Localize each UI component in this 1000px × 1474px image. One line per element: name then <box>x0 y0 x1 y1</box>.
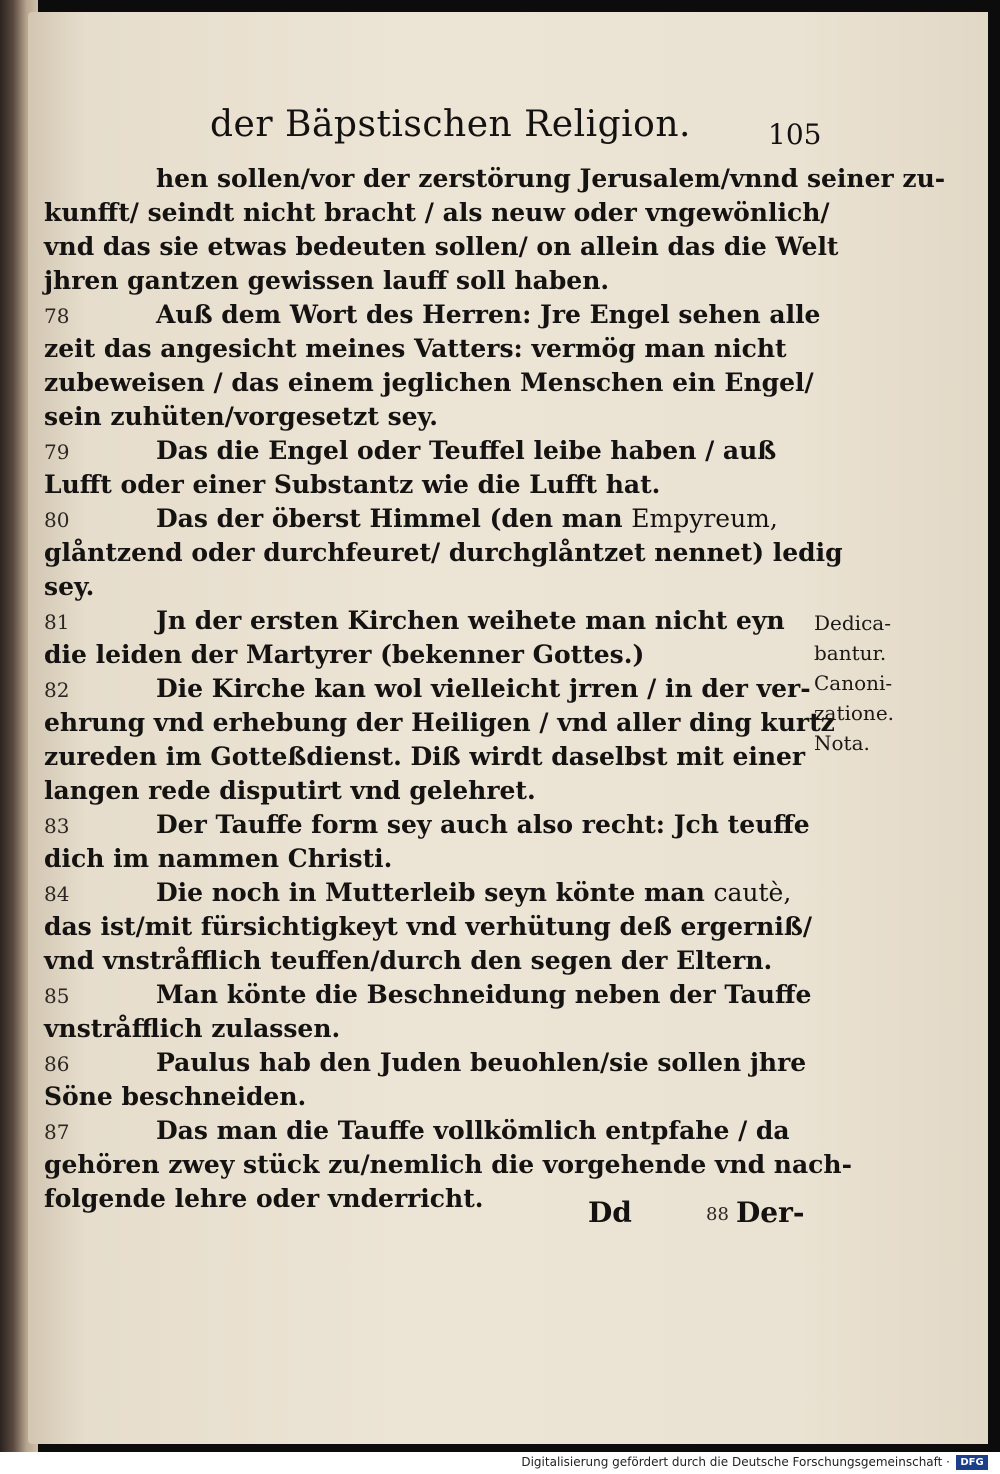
text-line <box>44 1148 852 1182</box>
text-line <box>44 196 830 230</box>
text-line <box>44 672 819 706</box>
text-line <box>44 264 819 298</box>
article-number: 79 <box>44 440 70 464</box>
text-line <box>44 162 946 196</box>
text-line <box>44 740 819 774</box>
text-line <box>44 1114 819 1148</box>
text-line <box>44 366 819 400</box>
line-text: Auß dem Wort des Herren: Jre Engel sehen alle <box>156 300 821 329</box>
line-text: Das man die Tauffe vollkömlich entpfahe / da <box>156 1116 790 1145</box>
dfg-logo-icon: DFG <box>956 1455 988 1470</box>
running-head <box>0 104 1000 154</box>
margin-note: bantur. <box>814 641 887 665</box>
text-line <box>44 434 819 468</box>
latin-term: Empyreum, <box>631 504 778 533</box>
article-number: 83 <box>44 814 70 838</box>
text-line <box>44 502 819 536</box>
text-line <box>44 638 819 672</box>
attribution-bar <box>0 1452 1000 1474</box>
article-number: 81 <box>44 610 70 634</box>
line-text: Lufft oder einer Substantz wie die Lufft hat. <box>44 470 661 499</box>
line-text: gehören zwey stück zu/nemlich die vorgehende vnd nach- <box>44 1150 852 1179</box>
line-text: Söne beschneiden. <box>44 1082 307 1111</box>
text-line <box>44 298 819 332</box>
article-number: 84 <box>44 882 70 906</box>
line-text: ehrung vnd erhebung der Heiligen / vnd aller ding kurtz <box>44 708 835 737</box>
margin-note: Nota. <box>814 731 870 755</box>
page-number: 105 <box>768 118 822 151</box>
line-text: Paulus hab den Juden beuohlen/sie sollen jhre <box>156 1048 807 1077</box>
article-number: 80 <box>44 508 70 532</box>
line-text: langen rede disputirt vnd gelehret. <box>44 776 536 805</box>
line-text: vnd das sie etwas bedeuten sollen/ on allein das die Welt <box>44 232 839 261</box>
signature-mark: Dd <box>588 1196 632 1229</box>
text-line <box>44 978 819 1012</box>
text-line <box>44 400 819 434</box>
article-number: 82 <box>44 678 70 702</box>
line-text: dich im nammen Christi. <box>44 844 393 873</box>
text-line <box>44 706 835 740</box>
line-text: zubeweisen / das einem jeglichen Menschen ein Engel/ <box>44 368 814 397</box>
latin-term: cautè, <box>713 878 792 907</box>
text-line <box>44 1012 819 1046</box>
line-text: Jn der ersten Kirchen weihete man nicht eyn <box>156 606 785 635</box>
text-line <box>44 944 819 978</box>
line-text: folgende lehre oder vnderricht. <box>44 1184 484 1213</box>
text-line <box>44 570 819 604</box>
text-line <box>44 536 843 570</box>
text-line <box>44 230 839 264</box>
text-line <box>44 1182 819 1216</box>
line-text: vnstråfflich zulassen. <box>44 1014 341 1043</box>
line-text: Der Tauffe form sey auch also recht: Jch teuffe <box>156 810 810 839</box>
line-text: vnd vnstråfflich teuffen/durch den segen der Eltern. <box>44 946 773 975</box>
text-line <box>44 1046 819 1080</box>
line-text: die leiden der Martyrer (bekenner Gottes.) <box>44 640 645 669</box>
margin-note: Canoni- <box>814 671 893 695</box>
line-text: kunfft/ seindt nicht bracht / als neuw oder vngewönlich/ <box>44 198 830 227</box>
text-line <box>44 910 819 944</box>
line-text: glåntzend oder durchfeuret/ durchglåntzet nennet) ledig <box>44 538 843 567</box>
margin-note: Dedica- <box>814 611 891 635</box>
text-line <box>44 876 819 910</box>
line-text: Das der öberst Himmel (den man <box>156 504 632 533</box>
article-number: 86 <box>44 1052 70 1076</box>
text-line <box>44 774 819 808</box>
line-text: Die noch in Mutterleib seyn könte man <box>156 878 714 907</box>
line-text: sey. <box>44 572 95 601</box>
margin-notes <box>814 608 924 758</box>
line-text: Das die Engel oder Teuffel leibe haben / auß <box>156 436 777 465</box>
line-text: Die Kirche kan wol vielleicht jrren / in der ver- <box>156 674 811 703</box>
text-line <box>44 332 819 366</box>
line-text: das ist/mit fürsichtigkeyt vnd verhütung deß ergerniß/ <box>44 912 812 941</box>
attribution-text: Digitalisierung gefördert durch die Deutsche Forschungsgemeinschaft · <box>521 1455 950 1469</box>
line-text: zureden im Gotteßdienst. Diß wirdt daselbst mit einer <box>44 742 806 771</box>
line-text: Man könte die Beschneidung neben der Tauffe <box>156 980 812 1009</box>
catch-number: 88 <box>706 1204 729 1225</box>
article-number: 87 <box>44 1120 70 1144</box>
line-text: sein zuhüten/vorgesetzt sey. <box>44 402 438 431</box>
article-number: 78 <box>44 304 70 328</box>
margin-note: zatione. <box>814 701 895 725</box>
line-text: zeit das angesicht meines Vatters: vermög man nicht <box>44 334 787 363</box>
line-text: jhren gantzen gewissen lauff soll haben. <box>44 266 610 295</box>
text-line <box>44 808 819 842</box>
catchword: Der- <box>736 1196 805 1229</box>
text-line <box>44 604 819 638</box>
running-title: der Bäpstischen Religion. <box>210 104 691 145</box>
line-text: hen sollen/vor der zerstörung Jerusalem/vnnd seiner zu- <box>156 164 946 193</box>
text-line <box>44 468 819 502</box>
article-number: 85 <box>44 984 70 1008</box>
text-line <box>44 1080 819 1114</box>
text-line <box>44 842 819 876</box>
